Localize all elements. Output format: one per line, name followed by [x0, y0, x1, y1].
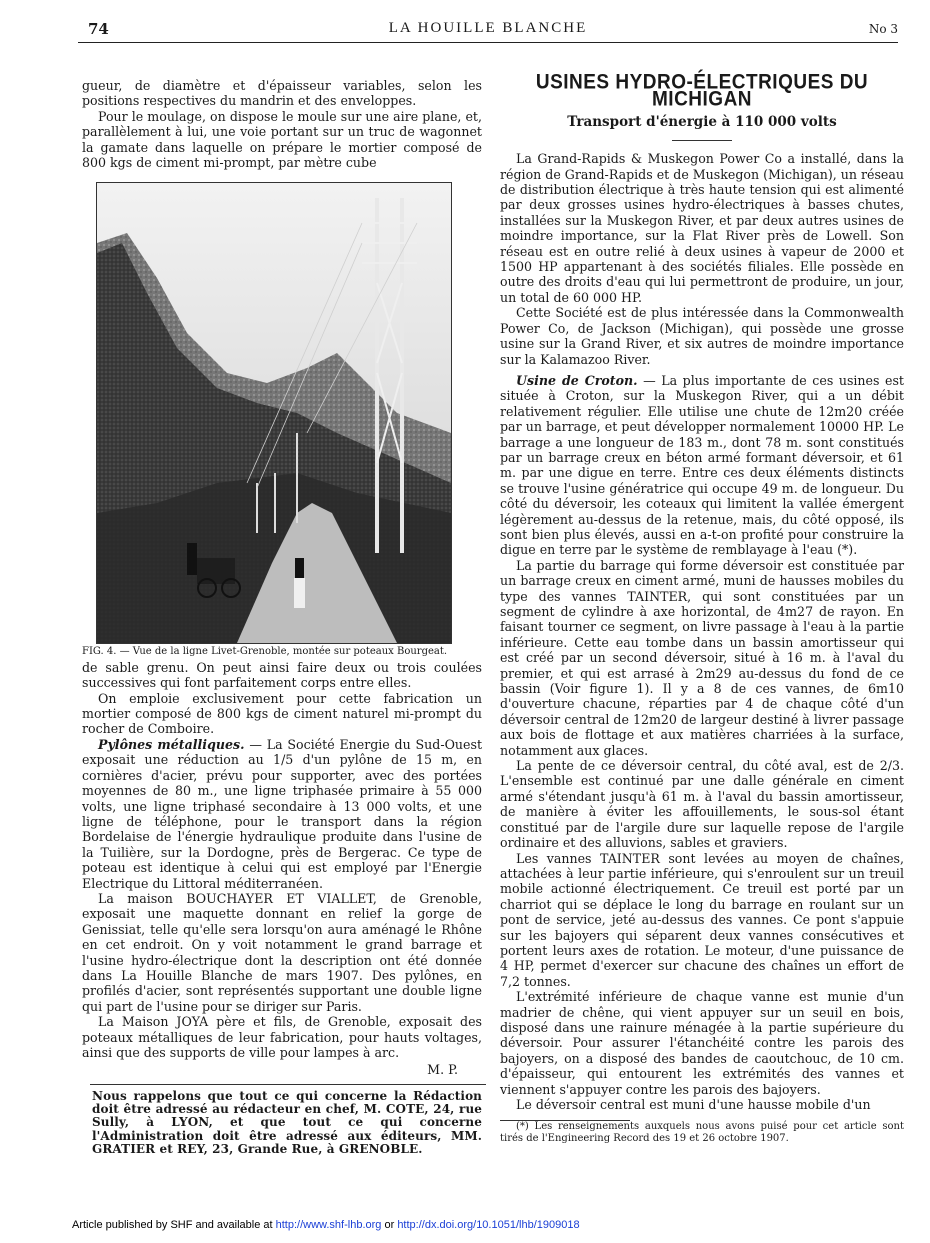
article-subtitle: Transport d'énergie à 110 000 volts [567, 113, 837, 130]
figure-caption: FIG. 4. — Vue de la ligne Livet-Grenoble, montée sur poteaux Bourgeat. [82, 646, 448, 658]
running-header [78, 18, 898, 43]
article-title: USINES HYDRO-ÉLECTRIQUES DU MICHIGAN [535, 70, 869, 112]
shf-link[interactable]: http://www.shf-lhb.org [275, 1219, 382, 1231]
paragraph: L'extrémité inférieure de chaque vanne est munie d'un madrier de chêne, qui vient appuyer sur un seuil en bois, disposé dans une rainure ménagée à la partie supérieure du déversoir. Pour assurer l'étanchéité contre les parois des bajoyers, on a disposé des bandes de caoutchouc, de 10 cm. d'épaisseur, qui entourent les extrémités des vannes et viennent s'appuyer contre les parois des bajoyers. [500, 989, 904, 1097]
section-heading: Usine de Croton. [516, 372, 638, 388]
divider [672, 140, 732, 141]
paragraph: On emploie exclusivement pour cette fabrication un mortier composé de 800 kgs de ciment naturel mi-prompt du rocher de Comboire. [82, 690, 482, 737]
pylon-line-photo [97, 183, 451, 643]
paragraph: La pente de ce déversoir central, du côté aval, est de 2/3. L'ensemble est continué par une dalle générale en ciment armé s'étendant jusqu'à 61 m. à l'aval du bassin amortisseur, de manière à éviter les affouillements, le sous-sol étant constitué par de l'argile dure sur laquelle repose de l'argile ordinaire et des alluvions, sables et graviers. [500, 758, 904, 851]
paragraph: Cette Société est de plus intéressée dans la Commonwealth Power Co, de Jackson (Michigan), qui possède une grosse usine sur la Grand River, et six autres de moindre importance sur la Kalamazoo River. [500, 305, 904, 367]
page-number: 74 [88, 20, 109, 38]
footer-text: or [381, 1219, 398, 1231]
paragraph: La partie du barrage qui forme déversoir est constituée par un barrage creux en ciment armé, muni de hausses mobiles du type des vannes TAINTER, qui sont constituées par un segment de cylindre à axe horizontal, de 4m27 de rayon. En faisant tourner ce segment, on livre passage à l'eau à la partie inférieure. Cette eau tombe dans un bassin amortisseur qui est créé par un second déversoir, situé à 16 m. à l'aval du premier, et qui est arrasé à 2m29 au-dessus du fond de ce bassin (Voir figure 1). Il y a 8 de ces vannes, de 6m10 d'ouverture chacune, réparties par 4 de chaque côté d'un déversoir central de 12m20 de largeur destiné à livrer passage aux bois de flottage et aux matières charriées à la surface, notamment aux glaces. [500, 557, 905, 758]
figure-photograph [96, 182, 452, 644]
journal-title: LA HOUILLE BLANCHE [388, 20, 588, 36]
footnote: (*) Les renseignements auxquels nous avons puisé pour cet article sont tirés de l'Engineering Record des 19 et 26 octobre 1907. [500, 1121, 904, 1145]
paragraph: Les vannes TAINTER sont levées au moyen de chaînes, attachées à leur partie inférieure, qui s'enroulent sur un treuil mobile actionné électriquement. Ce treuil est porté par un charriot qui se déplace le long du barrage en roulant sur un pont de service, jeté au-dessus des vannes. Ce pont s'appuie sur les bajoyers qui séparent deux vannes consécutives et portent leurs axes de rotation. Le moteur, d'une puissance de 4 HP, permet d'exercer sur chacune des chaînes un effort de 7,2 tonnes. [500, 850, 904, 989]
paragraph: de sable grenu. On peut ainsi faire deux ou trois coulées successives qui font parfaitement corps entre elles. [82, 659, 482, 691]
doi-link[interactable]: http://dx.doi.org/10.1051/lhb/1909018 [397, 1219, 580, 1231]
paragraph-text: — La Société Energie du Sud-Ouest exposait une réduction au 1/5 d'un pylône de 15 m, en cornières d'acier, prévu pour supporter, avec des portées moyennes de 80 m., une ligne triphasée primaire à 55 000 volts, une ligne triphasé secondaire à 13 000 volts, et une ligne de téléphone, pour le transport dans la région Bordelaise de l'énergie hydraulique produite dans l'usine de la Tuilière, sur la Dordogne, près de Bergerac. Ce type de poteau est identique à celui qui est employé par l'Energie Electrique du Littoral méditerranéen. [82, 736, 483, 891]
editorial-notice: Nous rappelons que tout ce qui concerne la Rédaction doit être adressé au rédacteur en chef, M. COTE, 24, rue Sully, à LYON, et que tout ce qui concerne l'Administration doit être adressé aux éditeurs, MM. GRATIER et REY, 23, Grande Rue, à GRENOBLE. [92, 1088, 482, 1156]
right-column [500, 70, 905, 1145]
signature: M. P. [427, 1062, 458, 1078]
paragraph: Le déversoir central est muni d'une hausse mobile d'un [516, 1097, 871, 1112]
paragraph [500, 373, 904, 558]
paragraph: La maison BOUCHAYER ET VIALLET, de Grenoble, exposait une maquette donnant en relief la gorge de Genissiat, telle qu'elle sera lorsqu'on aura aménagé le Rhône en cet endroit. On y voit notamment le grand barrage et l'usine hydro-électrique dont la description ont été donnée dans La Houille Blanche de mars 1907. Des pylônes, en profilés d'acier, sont représentés supportant une double ligne qui part de l'usine pour se diriger sur Paris. [82, 890, 482, 1014]
left-column [82, 78, 482, 1156]
paragraph [82, 737, 482, 891]
issue-number: No 3 [868, 22, 898, 36]
paragraph-text: — La plus importante de ces usines est située à Croton, sur la Muskegon River, qui a un débit relativement régulier. Elle utilise une chute de 12m20 créée par un barrage, et peut développer normalement 10000 HP. Le barrage a une longueur de 183 m., dont 78 m. sont constitués par un barrage creux en béton armé formant déversoir, et 61 m. par une digue en terre. Entre ces deux éléments distincts se trouve l'usine génératrice qui occupe 49 m. de longueur. Du côté du déversoir, les coteaux qui limitent la vallée émergent légèrement au-dessus de la retenue, mais, du côté opposé, ils sont bien plus élevés, aussi en a-t-on profité pour construire la digue en terre par le système de remblayage à l'eau (*). [500, 372, 904, 558]
paragraph: La Maison JOYA père et fils, de Grenoble, exposait des poteaux métalliques de leur fabrication, pour hauts voltages, ainsi que des supports de ville pour lampes à arc. [82, 1014, 482, 1060]
footer-text: Article published by SHF and available at [72, 1219, 276, 1231]
paragraph: Pour le moulage, on dispose le moule sur une aire plane, et, parallèlement à lui, une voie portant sur un truc de wagonnet la gamate dans laquelle on prépare le mortier composé de 800 kgs de ciment mi-prompt, par mètre cube [82, 108, 482, 171]
publication-footer [72, 1219, 580, 1231]
paragraph: La Grand-Rapids & Muskegon Power Co a installé, dans la région de Grand-Rapids et de Muskegon (Michigan), un réseau de distribution électrique à très haute tension qui est alimenté par deux grosses usines hydro-électriques à basses chutes, installées sur la Muskegon River, et par deux autres usines de moindre importance, sur la Flat River près de Lowell. Son réseau est en outre relié à deux usines à vapeur de 2000 et 1500 HP appartenant à des sociétés filiales. Elle possède en outre des droits d'eau qui lui permettront de produire, un jour, un total de 60 000 HP. [500, 151, 904, 305]
section-heading: Pylônes métalliques. [98, 736, 245, 752]
divider [90, 1084, 486, 1085]
paragraph: gueur, de diamètre et d'épaisseur variables, selon les positions respectives du mandrin et des enveloppes. [82, 78, 482, 109]
